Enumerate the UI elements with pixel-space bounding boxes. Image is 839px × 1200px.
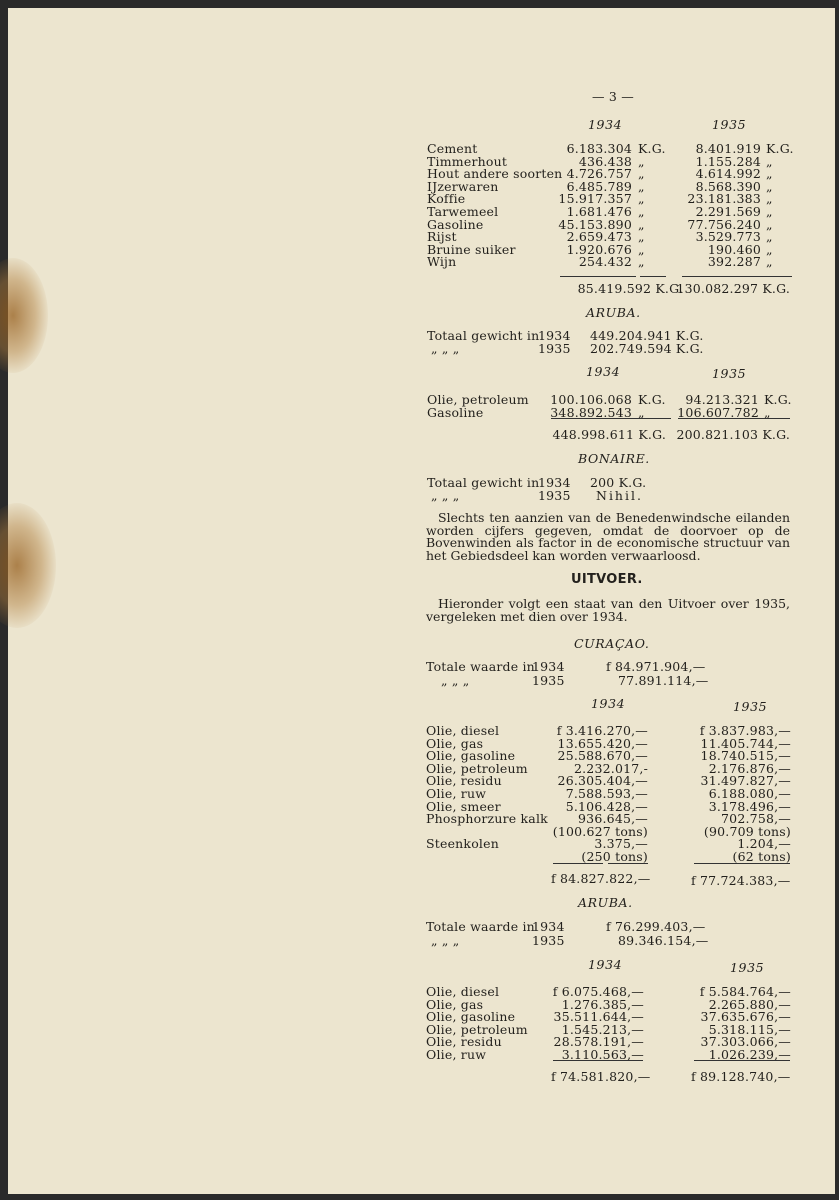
export-value-1934: 3.375,— xyxy=(594,836,648,852)
import-value-1935: 8.568.390 xyxy=(695,178,761,194)
export-item-label: Olie, residu xyxy=(426,773,502,789)
export-value-1935: 702.758,— xyxy=(721,811,791,827)
import-unit-1934: „ xyxy=(638,191,645,207)
document-page xyxy=(8,8,835,1194)
import-value-1935: 77.756.240 xyxy=(687,216,761,232)
export-value-1935: 2.176.876,— xyxy=(708,760,791,776)
aruba-export-1935: 2.265.880,— xyxy=(708,996,791,1012)
export-item-label: Olie, ruw xyxy=(426,786,487,801)
value-amount: f 76.299.403,— xyxy=(606,919,706,934)
export-item-label: Olie, gas xyxy=(426,735,484,751)
weight-label: „ „ „ xyxy=(431,341,460,356)
weight-label: Totaal gewicht in xyxy=(427,475,540,490)
weight-value: 202.749.594 K.G. xyxy=(590,341,704,356)
weight-value: Nihil. xyxy=(596,488,643,503)
value-label: Totale waarde in xyxy=(426,919,535,934)
import-value-1934: 45.153.890 xyxy=(558,216,632,232)
curacao-total-1935: f 77.724.383,— xyxy=(691,873,791,888)
col-year-1935: 1935 xyxy=(712,117,747,132)
export-value-1935: 31.497.827,— xyxy=(700,773,791,789)
import-item-label: Rijst xyxy=(427,229,457,245)
aruba-import-1934: 100.106.068 xyxy=(550,392,632,407)
export-value-1935: 18.740.515,— xyxy=(700,748,791,764)
import-value-1935: 190.460 xyxy=(707,241,761,257)
value-year: 1935 xyxy=(532,673,565,688)
export-item-label: Phosphorzure kalk xyxy=(426,811,548,827)
value-year: 1934 xyxy=(532,659,565,674)
value-year: 1935 xyxy=(532,933,565,948)
value-label: „ „ „ xyxy=(431,933,460,948)
paragraph-benedenwindsche: Slechts ten aanzien van de Benedenwindsche eilanden worden cijfers gegeven, omdat de doorvoer op de Bovenwinden als factor in de economische structuur van het Gebiedsdeel kan worden verwaarloosd. xyxy=(426,510,790,563)
export-value-1935: (90.709 tons) xyxy=(703,823,791,839)
value-amount: f 84.971.904,— xyxy=(606,659,706,674)
weight-year: 1934 xyxy=(538,475,571,490)
import-unit-1934: „ xyxy=(638,229,645,245)
aruba-export-1935: 1.026.239,— xyxy=(708,1047,791,1062)
import-unit-1935: „ xyxy=(766,216,773,232)
aruba-export-label: Olie, petroleum xyxy=(426,1021,528,1037)
import-unit-1935: „ xyxy=(766,254,773,270)
export-value-1934: (250 tons) xyxy=(581,849,648,864)
weight-label: „ „ „ xyxy=(431,488,460,503)
aruba-import-label: Olie, petroleum xyxy=(427,392,529,407)
value-label: Totale waarde in xyxy=(426,659,535,674)
import-unit-1934: K.G. xyxy=(638,141,666,156)
import-value-1934: 4.726.757 xyxy=(566,166,632,182)
import-item-label: Cement xyxy=(427,141,478,156)
aruba-export-label: Olie, gas xyxy=(426,996,484,1012)
import-value-1934: 254.432 xyxy=(578,254,632,270)
aruba-export-label: Olie, residu xyxy=(426,1034,502,1050)
aruba-import-unit-1935: K.G. xyxy=(764,392,792,407)
import-item-label: Bruine suiker xyxy=(427,241,516,257)
aruba-export-total-1934: f 74.581.820,— xyxy=(551,1069,651,1084)
aruba-total-1934: 448.998.611 K.G. xyxy=(552,427,666,442)
export-item-label: Steenkolen xyxy=(426,836,499,852)
aruba-import-label: Gasoline xyxy=(427,404,484,420)
import-value-1934: 15.917.357 xyxy=(558,191,632,207)
import-value-1935: 392.287 xyxy=(707,254,761,270)
aruba-export-1934: 28.578.191,— xyxy=(553,1034,644,1050)
weight-value: 449.204.941 K.G. xyxy=(590,328,704,343)
import-unit-1935: „ xyxy=(766,241,773,257)
import-value-1935: 8.401.919 xyxy=(695,141,761,156)
aruba-import-1935: 94.213.321 xyxy=(685,392,759,407)
export-value-1935: 3.178.496,— xyxy=(708,798,791,814)
import-value-1934: 1.681.476 xyxy=(566,204,632,219)
import-unit-1934: „ xyxy=(638,204,645,219)
section-aruba-2: ARUBA. xyxy=(578,895,633,910)
aruba-export-1934: 1.276.385,— xyxy=(561,996,644,1012)
export-value-1934: (100.627 tons) xyxy=(552,823,648,839)
aruba-export-1935: 5.318.115,— xyxy=(708,1021,791,1037)
import-value-1934: 436.438 xyxy=(578,153,632,169)
export-item-label: Olie, petroleum xyxy=(426,760,528,776)
invoer-total-1935: 130.082.297 K.G. xyxy=(676,281,790,296)
col-year-1934: 1934 xyxy=(588,117,623,132)
aruba-export-label: Olie, ruw xyxy=(426,1047,487,1062)
export-value-1934: 13.655.420,— xyxy=(557,735,648,751)
aruba-export-total-1935: f 89.128.740,— xyxy=(691,1069,791,1084)
col-year-1935: 1935 xyxy=(712,366,747,381)
export-item-label: Olie, smeer xyxy=(426,798,501,814)
value-amount: 77.891.114,— xyxy=(618,673,709,688)
import-unit-1934: „ xyxy=(638,241,645,257)
import-unit-1935: „ xyxy=(766,166,773,182)
import-unit-1935: K.G. xyxy=(766,141,794,156)
weight-label: Totaal gewicht in xyxy=(427,328,540,343)
import-unit-1934: „ xyxy=(638,178,645,194)
value-year: 1934 xyxy=(532,919,565,934)
aruba-export-label: Olie, diesel xyxy=(426,984,500,999)
import-value-1935: 1.155.284 xyxy=(695,153,761,169)
water-stain-bottom xyxy=(0,503,56,628)
import-value-1934: 6.485.789 xyxy=(566,178,632,194)
import-value-1934: 2.659.473 xyxy=(566,229,632,245)
import-unit-1935: „ xyxy=(766,229,773,245)
col-year-1934: 1934 xyxy=(591,696,626,711)
aruba-import-1934: 348.892.543 xyxy=(550,404,632,420)
import-value-1934: 6.183.304 xyxy=(566,141,632,156)
aruba-export-1934: 35.511.644,— xyxy=(553,1009,644,1025)
export-value-1935: 11.405.744,— xyxy=(700,735,791,751)
aruba-import-unit-1934: „ xyxy=(638,404,645,420)
export-value-1935: 6.188.080,— xyxy=(708,786,791,801)
export-value-1934: 26.305.404,— xyxy=(557,773,648,789)
weight-year: 1934 xyxy=(538,328,571,343)
import-unit-1935: „ xyxy=(766,153,773,169)
section-aruba-1: ARUBA. xyxy=(586,305,641,320)
export-value-1935: (62 tons) xyxy=(732,849,791,864)
aruba-import-unit-1935: „ xyxy=(764,404,771,420)
weight-year: 1935 xyxy=(538,488,571,503)
aruba-export-1935: 37.635.676,— xyxy=(700,1009,791,1025)
aruba-export-1934: 1.545.213,— xyxy=(561,1021,644,1037)
aruba-export-1935: f 5.584.764,— xyxy=(699,984,791,999)
invoer-total-1934: 85.419.592 K.G. xyxy=(577,281,683,296)
export-value-1934: 25.588.670,— xyxy=(557,748,648,764)
col-year-1934: 1934 xyxy=(586,364,621,379)
export-item-label: Olie, diesel xyxy=(426,723,500,738)
curacao-total-1934: f 84.827.822,— xyxy=(551,871,651,886)
heading-uitvoer: UITVOER. xyxy=(571,572,643,587)
aruba-import-1935: 106.607.782 xyxy=(677,404,759,420)
import-item-label: Timmerhout xyxy=(427,153,508,169)
export-value-1934: f 3.416.270,— xyxy=(556,723,648,738)
section-curacao: CURAÇAO. xyxy=(574,636,650,651)
col-year-1935: 1935 xyxy=(733,699,768,714)
import-value-1935: 2.291.569 xyxy=(695,204,761,219)
export-value-1934: 5.106.428,— xyxy=(565,798,648,814)
export-value-1934: 2.232.017,- xyxy=(573,760,648,776)
import-unit-1935: „ xyxy=(766,178,773,194)
import-unit-1935: „ xyxy=(766,191,773,207)
aruba-import-unit-1934: K.G. xyxy=(638,392,666,407)
page-number: — 3 — xyxy=(592,89,634,104)
import-item-label: Gasoline xyxy=(427,216,484,232)
import-value-1935: 23.181.383 xyxy=(687,191,761,207)
import-item-label: Koffie xyxy=(427,191,466,207)
weight-value: 200 K.G. xyxy=(590,475,647,490)
import-unit-1934: „ xyxy=(638,153,645,169)
weight-year: 1935 xyxy=(538,341,571,356)
aruba-export-1934: 3.110.563,— xyxy=(561,1047,644,1062)
import-item-label: Tarwemeel xyxy=(427,204,499,219)
section-bonaire: BONAIRE. xyxy=(578,451,650,466)
import-unit-1934: „ xyxy=(638,166,645,182)
value-amount: 89.346.154,— xyxy=(618,933,709,948)
aruba-export-1935: 37.303.066,— xyxy=(700,1034,791,1050)
paragraph-uitvoer: Hieronder volgt een staat van den Uitvoer over 1935, vergeleken met dien over 1934. xyxy=(426,596,790,624)
import-item-label: Wijn xyxy=(427,254,457,270)
export-value-1934: 936.645,— xyxy=(578,811,648,827)
import-value-1934: 1.920.676 xyxy=(566,241,632,257)
aruba-export-1934: f 6.075.468,— xyxy=(552,984,644,999)
col-year-1935: 1935 xyxy=(730,960,765,975)
import-unit-1935: „ xyxy=(766,204,773,219)
export-value-1934: 7.588.593,— xyxy=(565,786,648,801)
import-value-1935: 3.529.773 xyxy=(695,229,761,245)
export-item-label: Olie, gasoline xyxy=(426,748,516,764)
aruba-export-label: Olie, gasoline xyxy=(426,1009,516,1025)
water-stain-top xyxy=(0,258,48,373)
import-item-label: Hout andere soorten xyxy=(427,166,563,182)
value-label: „ „ „ xyxy=(441,673,470,688)
import-value-1935: 4.614.992 xyxy=(695,166,761,182)
export-value-1935: 1.204,— xyxy=(737,836,791,852)
col-year-1934: 1934 xyxy=(588,957,623,972)
import-unit-1934: „ xyxy=(638,254,645,270)
aruba-total-1935: 200.821.103 K.G. xyxy=(676,427,790,442)
import-item-label: IJzerwaren xyxy=(427,178,499,194)
import-unit-1934: „ xyxy=(638,216,645,232)
export-value-1935: f 3.837.983,— xyxy=(699,723,791,738)
